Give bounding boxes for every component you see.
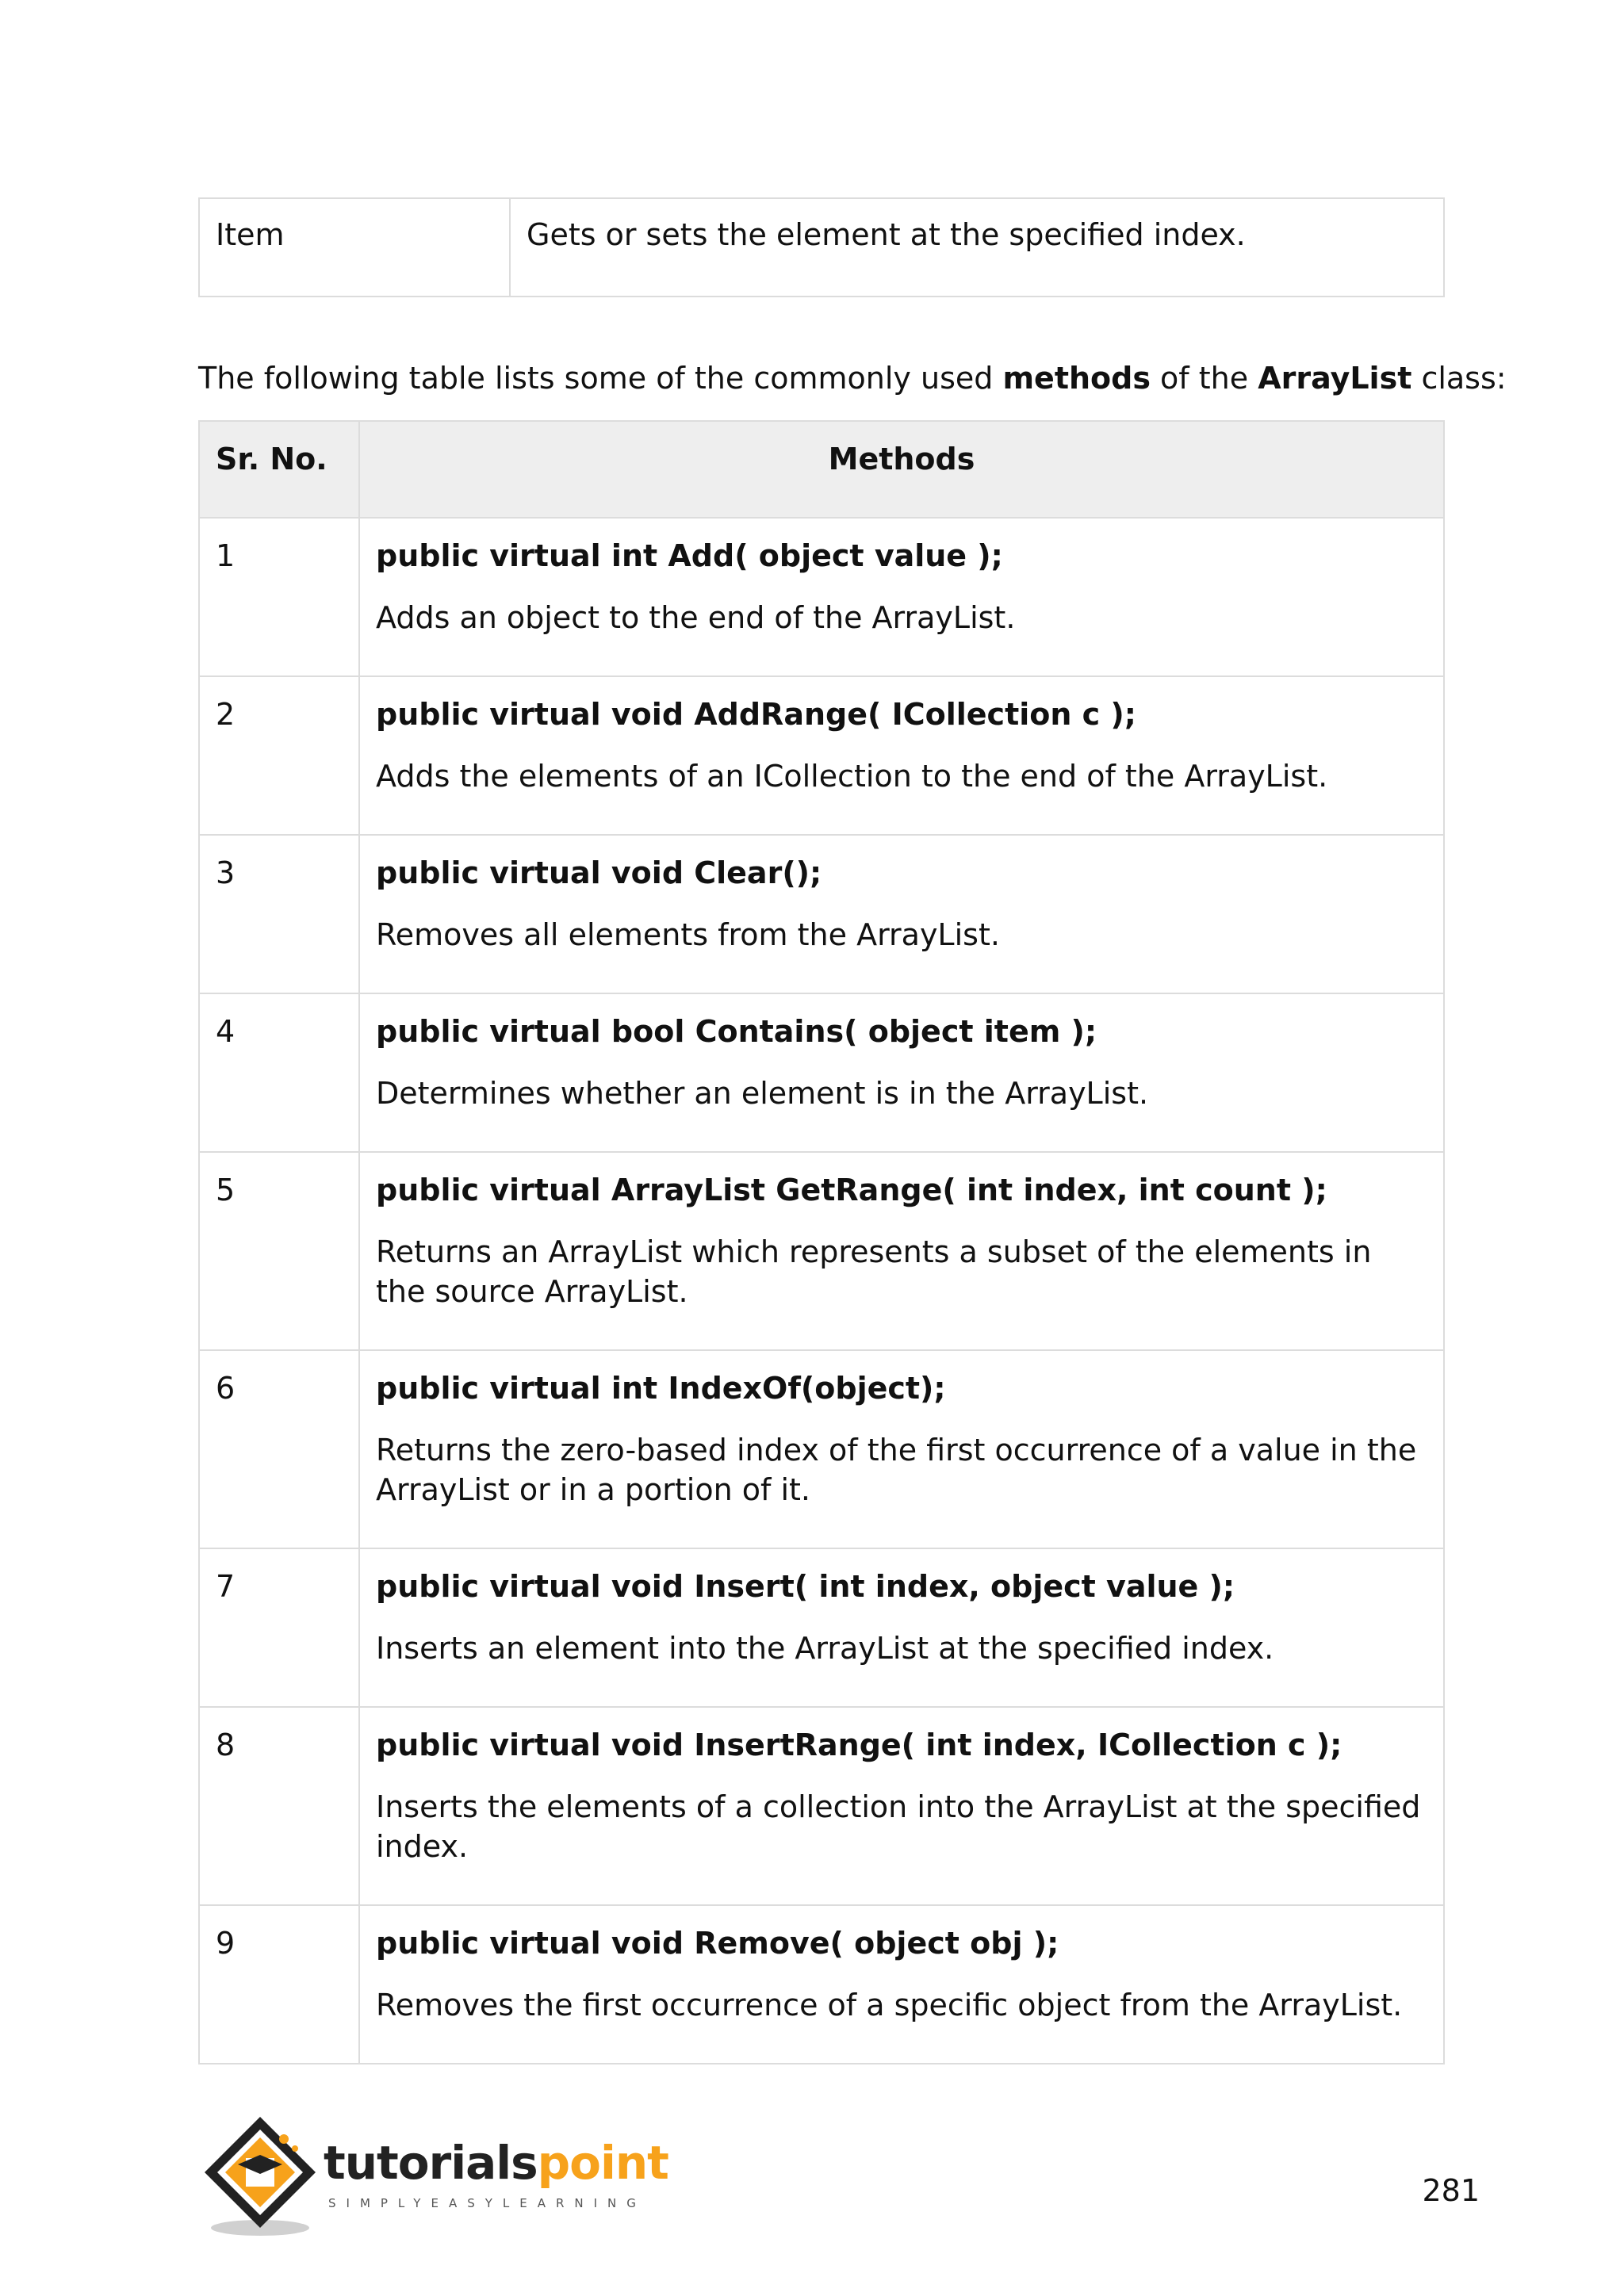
method-cell [359, 1548, 1444, 1707]
method-description: Determines whether an element is in the ArrayList. [376, 1076, 1149, 1111]
property-table [198, 197, 1445, 297]
method-signature: public virtual int IndexOf(object); [376, 1371, 946, 1406]
intro-text: The following table lists some of the commonly used [198, 361, 1003, 396]
row-number: 9 [199, 1905, 359, 2064]
method-signature: public virtual bool Contains( object item ); [376, 1014, 1097, 1049]
table-row [199, 518, 1444, 676]
method-cell [359, 835, 1444, 993]
method-signature: public virtual void Insert( int index, object value ); [376, 1569, 1235, 1604]
header-sr-no: Sr. No. [199, 421, 359, 518]
property-name: Item [199, 198, 510, 297]
method-signature: public virtual int Add( object value ); [376, 538, 1003, 573]
header-methods: Methods [359, 421, 1444, 518]
methods-table [198, 420, 1445, 2064]
method-description: Returns an ArrayList which represents a subset of the elements in the source ArrayList. [376, 1234, 1372, 1309]
method-cell [359, 1152, 1444, 1350]
table-row [199, 1350, 1444, 1548]
page-number: 281 [1422, 2173, 1480, 2208]
logo-wordmark-part1: tutorials [324, 2136, 538, 2190]
table-row [199, 1152, 1444, 1350]
method-description: Removes the first occurrence of a specific object from the ArrayList. [376, 1988, 1403, 2022]
method-description: Removes all elements from the ArrayList. [376, 917, 1000, 952]
intro-paragraph [198, 358, 1507, 398]
row-number: 1 [199, 518, 359, 676]
intro-text: class: [1411, 361, 1507, 396]
method-signature: public virtual ArrayList GetRange( int index, int count ); [376, 1173, 1327, 1207]
method-cell [359, 1905, 1444, 2064]
logo-wordmark [324, 2136, 668, 2190]
row-number: 7 [199, 1548, 359, 1707]
table-row [199, 1707, 1444, 1905]
table-row [199, 1905, 1444, 2064]
logo-wordmark-part2: point [537, 2136, 668, 2190]
method-description: Inserts the elements of a collection into the ArrayList at the specified index. [376, 1789, 1421, 1864]
table-row [199, 835, 1444, 993]
row-number: 2 [199, 676, 359, 835]
row-number: 5 [199, 1152, 359, 1350]
method-description: Adds the elements of an ICollection to the end of the ArrayList. [376, 759, 1328, 794]
method-cell [359, 676, 1444, 835]
table-row [199, 1548, 1444, 1707]
property-description: Gets or sets the element at the specified index. [510, 198, 1444, 297]
row-number: 6 [199, 1350, 359, 1548]
row-number: 8 [199, 1707, 359, 1905]
method-description: Inserts an element into the ArrayList at the specified index. [376, 1631, 1274, 1666]
method-signature: public virtual void AddRange( ICollection c ); [376, 697, 1136, 732]
intro-text: of the [1150, 361, 1258, 396]
table-row [199, 198, 1444, 297]
method-cell [359, 1350, 1444, 1548]
method-description: Adds an object to the end of the ArrayList. [376, 600, 1016, 635]
method-description: Returns the zero-based index of the first occurrence of a value in the ArrayList or in a portion of it. [376, 1433, 1417, 1507]
intro-bold-class: ArrayList [1258, 361, 1412, 396]
intro-bold-methods: methods [1002, 361, 1151, 396]
row-number: 3 [199, 835, 359, 993]
method-cell [359, 1707, 1444, 1905]
table-header-row [199, 421, 1444, 518]
methods-table-body [199, 518, 1444, 2064]
logo-tagline: SIMPLYEASYLEARNING [328, 2196, 646, 2210]
method-signature: public virtual void Clear(); [376, 855, 822, 890]
tutorialspoint-logo [197, 2109, 668, 2244]
row-number: 4 [199, 993, 359, 1152]
method-signature: public virtual void InsertRange( int index, ICollection c ); [376, 1728, 1342, 1762]
method-cell [359, 993, 1444, 1152]
table-row [199, 676, 1444, 835]
method-cell [359, 518, 1444, 676]
table-row [199, 993, 1444, 1152]
tutorialspoint-logo-icon [197, 2109, 331, 2244]
method-signature: public virtual void Remove( object obj ); [376, 1926, 1059, 1961]
